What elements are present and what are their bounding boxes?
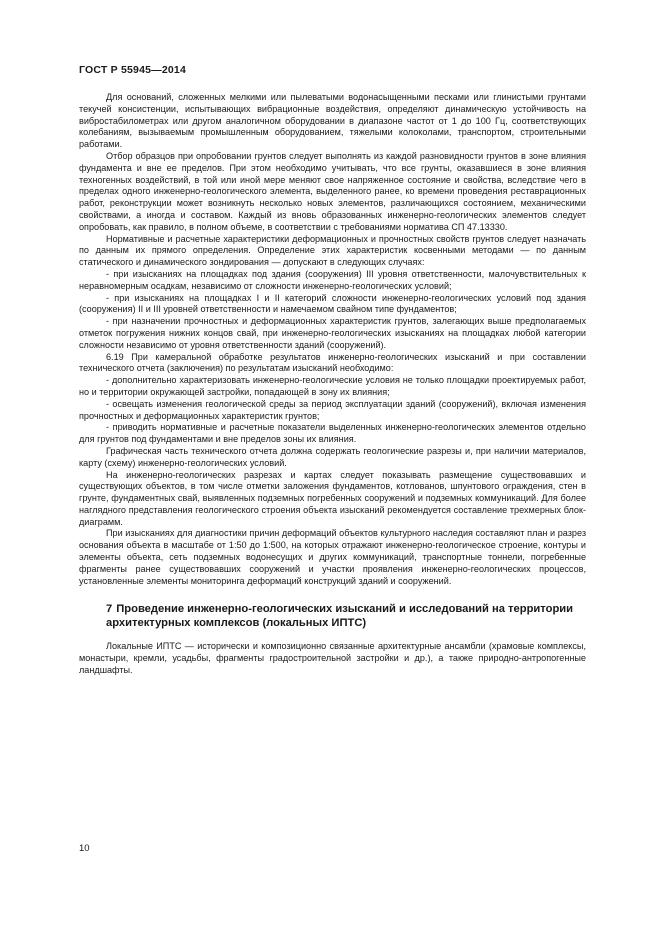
section-heading — [79, 602, 586, 630]
paragraph-graphic-part: Графическая часть технического отчета должна содержать геологические разрезы и, при наличии материалов, карту (схему) инженерно-геологических условий. — [79, 445, 586, 468]
paragraph-local-ipts: Локальные ИПТС — исторически и композиционно связанные архитектурные ансамбли (храмовые комплексы, монастыри, кремли, усадьбы, фрагменты градостроительной застройки и др.), а также природно-антропогенные ландшафты. — [79, 641, 586, 676]
paragraph-6-19: 6.19 При камеральной обработке результатов инженерно-геологических изысканий и при составлении технического отчета (заключения) по результатам изысканий необходимо: — [79, 351, 586, 374]
list-item-case-2: - при изысканиях на площадках I и II категорий сложности инженерно-геологических условий под здания (сооружения) II и III уровней ответственности и намечаемом свайном типе фундаментов; — [79, 292, 586, 315]
list-item-case-1: - при изысканиях на площадках под здания (сооружения) III уровня ответственности, малочувствительных к неравномерным осадкам, независимо от сложности инженерно-геологических условий; — [79, 268, 586, 291]
paragraph-sections-and-maps: На инженерно-геологических разрезах и картах следует показывать размещение существовавших и существующих объектов, в том числе отметки заложения фундаментов, котлованов, шпунтового ограждения, стен в грунте, фундаментных свай, выявленных подземных погребенных сооружений и подземных коммуникаций. Для более наглядного представления геологического строения объекта изысканий рекомендуется составление трехмерных блок-диаграмм. — [79, 469, 586, 527]
paragraph-diagnostics: При изысканиях для диагностики причин деформаций объектов культурного наследия составляют план и разрез основания объекта в масштабе от 1:50 до 1:500, на которых отражают инженерно-геологическое строение, контуры и элементы объекта, сеть подземных водонесущих и других коммуникаций, транспортные тоннели, погребенные фрагменты ранее существовавших сооружений и участки проявления инженерно-геологических процессов, установленные элементы мониторинга деформаций конструкций зданий и сооружений. — [79, 528, 586, 586]
section-number: 7 — [106, 603, 113, 616]
list-item-requirement-1: - дополнительно характеризовать инженерно-геологические условия не только площадки проектируемых работ, но и территории окружающей застройки, попадающей в зону их влияния; — [79, 375, 586, 397]
paragraph-dynamic-stability: Для оснований, сложенных мелкими или пылеватыми водонасыщенными песками или глинистыми грунтами текучей консистенции, испытывающих вибрационные воздействия, определяют динамическую устойчивость на вибростабилометрах или другом аналогичном оборудовании в диапазоне частот от 1 до 100 Гц, соответствующих колебаниям, вызываемым промышленным оборудованием, тяжелыми колоколами, транспортом, строительными работами. — [79, 92, 586, 150]
paragraph-normative-characteristics: Нормативные и расчетные характеристики деформационных и прочностных свойств грунтов следует назначать по данным их прямого определения. Определение этих характеристик косвенными методами — по данным статического и динамического зондирования — допускают в следующих случаях: — [79, 233, 586, 268]
list-item-case-3: - при назначении прочностных и деформационных характеристик грунтов, залегающих выше предполагаемых отметок погружения нижних концов свай, при инженерно-геологических изысканиях на площадках любой категории сложности независимо от уровня ответственности зданий (сооружений). — [79, 316, 586, 350]
standard-designation: ГОСТ Р 55945—2014 — [79, 64, 187, 76]
section-title-text: Проведение инженерно-геологических изысканий и исследований на территории архитектурных комплексов (локальных ИПТС) — [106, 603, 574, 630]
page-content — [79, 92, 586, 677]
paragraph-soil-sampling: Отбор образцов при опробовании грунтов следует выполнять из каждой разновидности грунтов в зоне влияния фундамента и вне ее пределов. При этом необходимо учитывать, что все грунты, оказавшиеся в зоне влияния техногенных воздействий, в той или иной мере меняют свое напряженное состояние и свойства, вследствие чего в пределах одного инженерно-геологического элемента, выделенного ранее, ко времени проведения реставрационных работ, реконструкции может возникнуть несколько новых элементов, различающихся состоянием, механическими свойствами, а иногда и составом. Каждый из вновь образованных инженерно-геологических элементов следует опробовать, как правило, в полном объеме, в соответствии с требованиями норматива СП 47.13330. — [79, 150, 586, 232]
page-number: 10 — [79, 843, 90, 854]
list-item-requirement-3: - приводить нормативные и расчетные показатели выделенных инженерно-геологических элементов отдельно для грунтов под фундаментами и вне пределов зоны их влияния. — [79, 422, 586, 445]
list-item-requirement-2: - освещать изменения геологической среды за период эксплуатации зданий (сооружений), включая изменения прочностных и деформационных характеристик грунтов; — [79, 398, 586, 421]
